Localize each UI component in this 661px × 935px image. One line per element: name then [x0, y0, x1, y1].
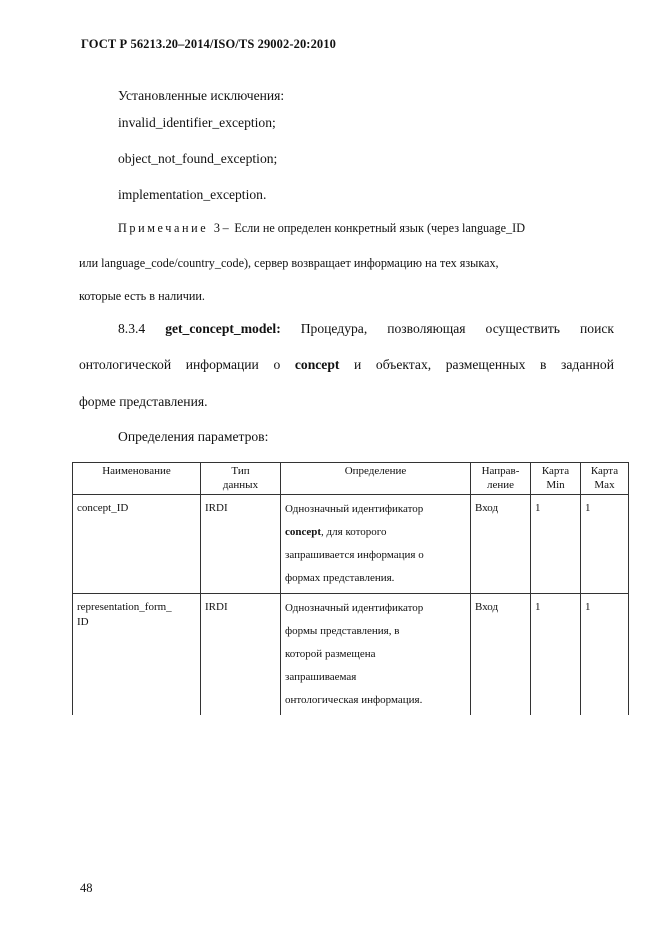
note-line: или language_code/country_code), сервер возвращает информацию на тех языках,: [79, 256, 499, 270]
cell-definition: Однозначный идентификатор concept, для которого запрашивается информация о формах представления.: [281, 495, 471, 594]
section-text: Процедура, позволяющая осуществить поиск: [300, 321, 614, 336]
cell-definition: Однозначный идентификатор формы представления, в которой размещена запрашиваемая онтологическая информация.: [281, 594, 471, 716]
table-header-row: [73, 463, 629, 495]
table-row: [73, 594, 629, 716]
parameters-table: [72, 462, 629, 715]
cell-direction: Вход: [471, 495, 531, 594]
section-text: и объектах, размещенных в заданной: [354, 357, 614, 372]
cell-name: representation_form_ ID: [73, 594, 201, 716]
section-text: онтологической информации о: [79, 357, 281, 372]
cell-type: IRDI: [201, 594, 281, 716]
cell-min: 1: [531, 594, 581, 716]
exception-item: object_not_found_exception;: [118, 151, 278, 166]
cell-name: concept_ID: [73, 495, 201, 594]
table-row: [73, 495, 629, 594]
note-first-line: [118, 221, 525, 236]
note-label: Примечание 3–: [118, 221, 232, 235]
cell-max: 1: [581, 594, 629, 716]
cell-type: IRDI: [201, 495, 281, 594]
section-procedure-name: get_concept_model:: [165, 321, 281, 336]
page-number: 48: [80, 881, 93, 895]
exception-item: implementation_exception.: [118, 187, 267, 202]
cell-direction: Вход: [471, 594, 531, 716]
header-max: Карта Max: [581, 463, 629, 495]
header-type: Тип данных: [201, 463, 281, 495]
header-min: Карта Min: [531, 463, 581, 495]
section-number: 8.3.4: [118, 321, 146, 336]
section-term: concept: [294, 357, 340, 372]
cell-min: 1: [531, 495, 581, 594]
note-text: Если не определен конкретный язык (через language_ID: [234, 221, 526, 235]
section-line: [79, 357, 614, 373]
params-title: Определения параметров:: [118, 429, 269, 444]
section-heading-line: [118, 321, 614, 337]
section-line: форме представления.: [79, 394, 208, 409]
header-name: Наименование: [73, 463, 201, 495]
header-definition: Определение: [281, 463, 471, 495]
standard-header: ГОСТ Р 56213.20–2014/ISO/TS 29002-20:2010: [81, 37, 336, 51]
cell-max: 1: [581, 495, 629, 594]
exceptions-title: Установленные исключения:: [118, 88, 285, 103]
note-line: которые есть в наличии.: [79, 289, 205, 303]
header-direction: Направ- ление: [471, 463, 531, 495]
exception-item: invalid_identifier_exception;: [118, 115, 276, 130]
